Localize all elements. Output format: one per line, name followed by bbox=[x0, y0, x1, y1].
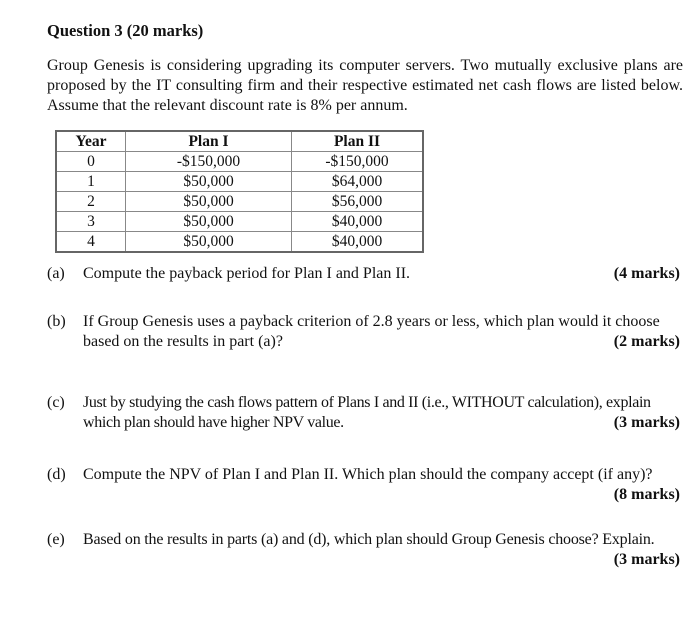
part-text: Just by studying the cash flows pattern of Plans I and II (i.e., WITHOUT calculation), explain which plan should have higher NPV value. bbox=[83, 394, 651, 431]
year-cell: 1 bbox=[56, 172, 126, 192]
cash-flow-table bbox=[55, 130, 424, 253]
question-heading: Question 3 (20 marks) bbox=[47, 21, 204, 40]
year-cell: 2 bbox=[56, 192, 126, 212]
part-marks: (8 marks) bbox=[613, 486, 680, 503]
part-marks: (2 marks) bbox=[606, 332, 680, 352]
part-marks: (3 marks) bbox=[606, 413, 680, 433]
plan-1-cell: $50,000 bbox=[126, 232, 292, 253]
question-part-a bbox=[47, 264, 683, 284]
question-part-e bbox=[47, 530, 683, 570]
table-row bbox=[56, 212, 423, 232]
year-cell: 3 bbox=[56, 212, 126, 232]
part-label: (a) bbox=[47, 265, 65, 282]
plan-2-cell: $40,000 bbox=[292, 232, 424, 253]
column-header-plan-2: Plan II bbox=[292, 131, 424, 152]
part-marks: (4 marks) bbox=[613, 265, 680, 282]
table-row bbox=[56, 232, 423, 253]
part-text: If Group Genesis uses a payback criterion of 2.8 years or less, which plan would it choose based on the results in part (a)? bbox=[83, 313, 660, 350]
plan-2-cell: -$150,000 bbox=[292, 152, 424, 172]
part-marks: (3 marks) bbox=[613, 551, 680, 568]
plan-1-cell: $50,000 bbox=[126, 212, 292, 232]
table-header-row bbox=[56, 131, 423, 152]
year-cell: 4 bbox=[56, 232, 126, 253]
intro-paragraph: Group Genesis is considering upgrading its computer servers. Two mutually exclusive plans are proposed by the IT consulting firm and their respective estimated net cash flows are listed below. Assume that the relevant discount rate is 8% per annum. bbox=[47, 57, 683, 114]
table-row bbox=[56, 192, 423, 212]
question-part-d bbox=[47, 465, 683, 505]
question-part-b bbox=[47, 312, 683, 352]
part-label: (d) bbox=[47, 466, 66, 483]
plan-1-cell: $50,000 bbox=[126, 172, 292, 192]
question-part-c bbox=[47, 393, 683, 433]
column-header-plan-1: Plan I bbox=[126, 131, 292, 152]
table-row bbox=[56, 172, 423, 192]
part-label: (b) bbox=[47, 313, 66, 330]
plan-1-cell: $50,000 bbox=[126, 192, 292, 212]
part-label: (e) bbox=[47, 531, 65, 548]
part-label: (c) bbox=[47, 394, 65, 411]
part-text: Compute the NPV of Plan I and Plan II. Which plan should the company accept (if any)? bbox=[83, 466, 653, 483]
plan-2-cell: $56,000 bbox=[292, 192, 424, 212]
column-header-year: Year bbox=[56, 131, 126, 152]
plan-2-cell: $40,000 bbox=[292, 212, 424, 232]
plan-2-cell: $64,000 bbox=[292, 172, 424, 192]
table-row bbox=[56, 152, 423, 172]
part-text: Compute the payback period for Plan I and Plan II. bbox=[83, 265, 411, 282]
part-text: Based on the results in parts (a) and (d), which plan should Group Genesis choose? Explain. bbox=[83, 531, 655, 548]
year-cell: 0 bbox=[56, 152, 126, 172]
plan-1-cell: -$150,000 bbox=[126, 152, 292, 172]
